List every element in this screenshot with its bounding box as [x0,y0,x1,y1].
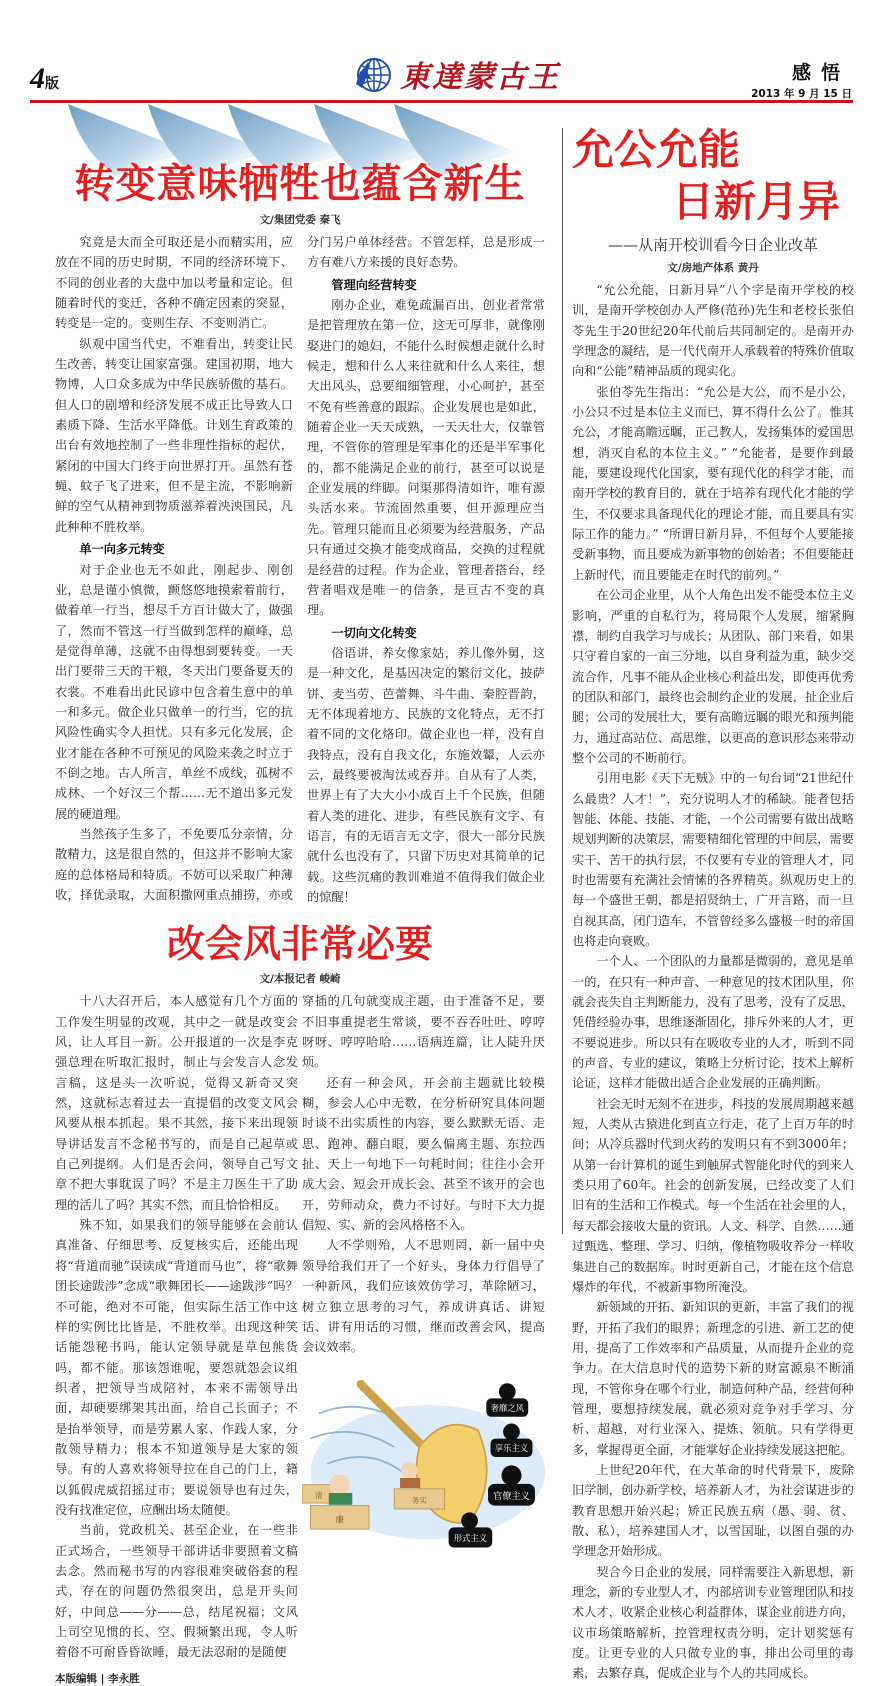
article3-title-line2: 日新月异 [671,177,840,226]
figure-label: 奢靡之风 [490,1402,525,1413]
paragraph: 对于企业也无不如此，刚起步、刚创业，总是谨小慎微，颤悠悠地摸索着前行，做着单一行当，想尽千方百计做大了，做强了，然而不管这一行当做到怎样的巅峰，总是觉得单薄，这就不由得想到要转变。一天出门要带三天的干粮，冬天出门要备夏天的衣裳。不难看出此民谚中包含着生意中的单一和多元。做企业只做单一的行当，它的抗风险性确实令人担忧。只有多元化发展，企业才能在各种不可预见的风险来袭之时立于不倒之地。古人所言，单丝不成线，孤树不成林、一个好汉三个帮……无不道出多元发展的硬道理。 [55,562,293,821]
paragraph: “允公允能，日新月异”八个字是南开学校的校训，是南开学校创办人严修(范孙)先生和老校长张伯苓先生于20世纪20年代前后共同制定的。是南开办学理念的凝结，是一代代南开人承载着的特殊价值取向和“公能”精神品质的现实化。 [572,283,854,379]
paragraph: 十八大召开后，本人感觉有几个方面的工作发生明显的改观，其中之一就是改变会风，让人耳目一新。公开报道的一次是李克强总理在听取汇报时，制止与会发言人念发言稿，这是头一次听说，觉得又新奇又突然，这就标志着过去一直提倡的改变文风会风要从根本抓起。果不其然，接下来出现领导讲话发言不念秘书写的，而是自己起草或自己列提纲。人们是否会问，领导自己写文章不把大事耽误了吗？不是主刀医生干了助理的活儿了吗？其实不然，而且恰恰相反。 [55,994,298,1212]
paragraph: 当然孩子生多了，不免要瓜分亲情，分散精力，这是很自然的，但这并不影响大家庭的总体格局和特质。不妨可以采取广种薄收，择优录取，大面积撒网重点捕捞，亦或分门另户单体经营。不管怎样，总是形成一方有难八方来援的良好态势。 [55,235,545,902]
broom-cartoon-illustration [302,1370,545,1570]
section-name: 感悟 [791,62,850,84]
article3-subtitle: ——从南开校训看今日企业改革 [607,236,818,254]
masthead-logo [352,52,560,96]
paragraph: 刚办企业，难免疏漏百出，创业者常常是把管理放在第一位，这无可厚非，就像刚娶进门的媳妇，不能什么时候想走就什么时候走，想和什么人来往就和什么人来往，想大出风头，总要细细管理，小心呵护，甚至不免有些善意的跟踪。企业发展也是如此，随着企业一天天成熟，一天天壮大，仅靠管理，不管你的管理是军事化的还是半军事化的，都不能满足企业的前行，甚至可以说是企业发展的绊脚。问渠那得清如许，唯有源头活水来。节流固然重要，但开源理应当先。管理只能而且必须要为经营服务，产品只有通过交换才能变成商品，交换的过程就是经营的过程。作为企业，管理者搭台，经营者唱戏是唯一的信条，是亘古不变的真理。 [307,298,545,618]
edition-suffix: 版 [45,77,59,92]
logo-text: 東達蒙古王 [400,60,560,95]
paragraph: 张伯苓先生指出：“允公是大公，而不是小公，小公只不过是本位主义而已，算不得什么公了。惟其允公，才能高瞻远瞩，正己教人，发扬集体的爱国思想，消灭自私的本位主义。” “允能者，是要作到最能，要建设现代化国家，要有现代化的科学才能，而南开学校的教育目的，就在于培养有现代化才能的学生，不仅要求具备现代化的理论才能，而且要具有实际工作的能力。” “所谓日新月异，不但每个人要能接受新事物，而且要成为新事物的创始者；不但要能赶上新时代，而且要能走在时代的前列。” [572,384,854,582]
edition-number [30,62,59,96]
paragraph: 穿插的几句就变成主题，由于准备不足，要不旧事重提老生常谈，要不吞吞吐吐、哼哼呀呀、哼哼哈哈……语病连篇，让人陡升厌烦。 [302,994,545,1070]
paragraph: 人不学则殆，人不思则罔，新一届中央领导给我们开了一个好头，身体力行倡导了一种新风，我们应该效仿学习，革除陋习，树立独立思考的习气，养成讲真话、讲短话、讲有用话的习惯，继而改善会风，提高会议效率。 [302,1238,545,1355]
article2-byline: 文/本报记者 峻崎 [259,973,341,986]
paragraph: 契合今日企业的发展，同样需要注入新思想，新理念，新的专业型人才，内部培训专业管理团队和技术人才，收紧企业核心利益群体，谋企业前进方向，议市场策略解析，控管理权责分明，定计划奖惩有度。让更专业的人只做专业的事，排出公司里的毒素，去繁存真，促成企业与个人的共同成长。 [572,1564,854,1681]
desk-label: 务实 [411,1495,427,1505]
left-page-area [55,160,545,1686]
section-heading: 管理向经营转变 [331,277,417,292]
paragraph: 在公司企业里，从个人角色出发不能受本位主义影响，严重的自私行为，将局限个人发展，缩紧胸襟，制约自我学习与成长；从团队、部门来看，如果只守着自家的一亩三分地，以自身利益为重，缺少交流合作，凡事不能从企业核心利益出发，即使再优秀的团队和部门，最终也会制约企业的发展，扯企业后腿；公司的发展壮大，要有高瞻远瞩的眼光和预判能力，通过高站位、高思维，以更高的意识形态来带动整个公司的不断前行。 [572,588,854,765]
paragraph: 纵观中国当代史，不难看出，转变让民生改善，转变让国家富强。建国初期，地大物博，人口众多成为中华民族骄傲的基石。但人口的剧增和经济发展不成正比导致人口素质下降、生活水平降低。计划生育政策的出台有效地控制了一些非理性指标的起伏，紧闭的中国大门终于向世界打开。虽然有苍蝇、蚊子飞了进来，但不是主流，不影响新鲜的空气从精神到物质滋养着泱泱国民，凡此种种不胜枚举。 [55,336,293,534]
article2-left-column [55,991,298,1662]
paragraph: 殊不知，如果我们的领导能够在会前认真准备、仔细思考、反复核实后，还能出现将“背道而驰”误读成“背道而马也”，将“歌舞团长途跋涉”念成“歌舞团长——途跋涉”吗？不可能，绝对不可能，但实际生活工作中这样的实例比比皆是，不胜枚举。出现这种笑话能怨秘书吗，能认定领导就是草包熊货吗，都不能。那该怨谁呢，要怨就怨会议组织者，把领导当成陪衬，本来不需领导出面，却硬要绑架其出面，给自己长面子；不是抬举领导，而是劳累人家、作践人家，分散领导精力；根本不知道领导是大家的领导。有的人喜欢将领导拉在自己的门上，籍以狐假虎威招摇过市；要说领导也有过失，没有找准定位，应酬出场太随便。 [55,1218,298,1517]
article2-title: 改会风非常必要 [166,922,433,967]
paragraph: 俗语讲，养女像家姑，养儿像外舅，这是一种文化，是基因决定的繁衍文化，披萨饼、麦当劳、芭蕾舞、斗牛曲、秦腔晋韵，无不体现着地方、民族的文化特点，无不打着不同的文化烙印。做企业也一样，没有自我特点，没有自我文化，东施效颦，人云亦云，最终要被淘汰或吞并。自从有了人类，世界上有了大大小小成百上千个民族，但随着人类的进化、进步，有些民族有文字、有语言，有的无语言无文字，很大一部分民族就什么也没有了，只留下历史对其简单的记载。这些沉痛的教训难道不值得我们做企业的惊醒！ [307,645,545,904]
article3-body [572,280,854,1684]
section-heading: 单一向多元转变 [79,542,165,557]
figure-label: 形式主义 [453,1532,488,1543]
paragraph: 社会无时无刻不在进步，科技的发展周期越来越短，人类从古猿进化到直立行走，花了上百万年的时间；从冷兵器时代到火药的发明只有不到3000年；从第一台计算机的诞生到触屏式智能化时代的到来人类只用了60年。社会的创新发展，已经改变了人们旧有的生活和工作模式。每一个生活在社会里的人，每天都会接收大量的资讯。人文、科学、自然……通过甄选、整理、学习、归纳，像植物吸收养分一样收集进自己的数据库。时时更新自己，才能在这个信息爆炸的年代，不被新事物所淹没。 [572,1096,854,1294]
desk-label: 清 [314,1490,323,1500]
article2-body [55,991,545,1662]
article1-body [55,232,545,907]
article3-title-line1: 允公允能 [572,125,741,174]
header-rule [30,100,853,103]
section-heading: 一切向文化转变 [331,625,417,640]
figure-label: 享乐主义 [494,1442,529,1453]
paragraph: 新领域的开拓、新知识的更新，丰富了我们的视野，开拓了我们的眼界；新理念的引进、新工艺的使用，提高了工作效率和产品质量，从而提升企业的竞争力。在大信息时代的造势下新的财富源泉不断涌现，不管你身在哪个行业，制造何种产品，经营何种管理，要想持续发展，就必须对竞争对手学习、分析、超越，对行业深入、提炼、领航。只有学得更多，掌握得更全面，才能掌好企业持续发展这把舵。 [572,1300,854,1457]
paragraph: 还有一种会风，开会前主题就比较模糊，参会人心中无数，在分析研究具体问题时谈不出实质性的内容，要么默默无语、走思、跑神、翻白眼，要么偏离主题、东拉西扯、天上一句地下一句耗时间；往往小会开成大会、短会开成长会、甚至不该开的会也开，劳师动众，费力不讨好。与时下大力提倡短、实、新的会风格格不入。 [302,1075,545,1233]
article2-right-column [302,991,545,1569]
edition-digit: 4 [30,62,45,95]
globe-horse-icon [352,54,392,94]
paragraph: 究竟是大而全可取还是小而精实用，应放在不同的历史时期，不同的经济环境下、不同的创业者的大盘中加以考量和定论。但随着时代的变迁，各种不确定因素的突显，转变是一定的。变则生存、不变则消亡。 [55,235,293,331]
column-divider [562,128,563,1234]
page-editor: 本版编辑 | 李永胜 [55,1672,140,1685]
paragraph: 上世纪20年代，在大革命的时代背景下，废除旧学制，创办新学校，培养新人才，为社会谋进步的教育思想开始兴起；矫正民族五病（愚、弱、贫、散、私），培养建国人才，以雪国耻，以图自强的办学理念开始形成。 [572,1462,854,1559]
article3-byline: 文/房地产体系 黄丹 [667,262,759,274]
desk-label: 廉 [335,1513,344,1524]
article1-title: 转变意味牺牲也蕴含新生 [74,161,526,207]
paragraph: 当前，党政机关、甚至企业，在一些非正式场合，一些领导干部讲话非要照着文稿去念。然而秘书写的内容很难突破俗套的程式，存在的问题仍然很突出，总是开头问好，中间总——分——总，结尾祝福；文风上司空见惯的长、空、假频繁出现，令人听着俗不可耐昏昏欲睡，最无法忍耐的是随便 [55,1523,298,1660]
paragraph: 一个人、一个团队的力量都是微弱的，意见是单一的，在只有一种声音、一种意见的技术团队里，你就会丧失自主判断能力，没有了思考，没有了反思，凭借经验办事，思维逐渐固化，排斥外来的人才，更不要说进步。所以只有在吸收专业的人才，听到不同的声音、专业的建议，策略上分析讨论，技术上解析论证，这样才能做出适合企业发展的正确判断。 [572,954,854,1091]
issue-date: 2013 年 9 月 15 日 [751,88,852,100]
article3 [572,124,854,1684]
figure-luxury [486,1383,528,1417]
paragraph: 引用电影《天下无贼》中的一句台词“21世纪什么最贵？人才！”，充分说明人才的稀缺。能者包括智能、体能、技能、才能，一个公司需要有做出战略规划判断的决策层，需要精细化管理的中间层，需要实干、苦干的执行层，不仅要有专业的管理人才，同时也需要有充满社会情愫的各界精英。纵观历史上的每一个盛世王朝，都是招贤纳士，广开言路，而一旦自视其高，闭门造车，不管曾经多么盛极一时的帝国也将走向衰败。 [572,771,854,948]
article2-right-text [302,991,545,1357]
article1-byline: 文/集团党委 秦飞 [259,214,341,226]
figure-label: 官僚主义 [493,1490,530,1502]
